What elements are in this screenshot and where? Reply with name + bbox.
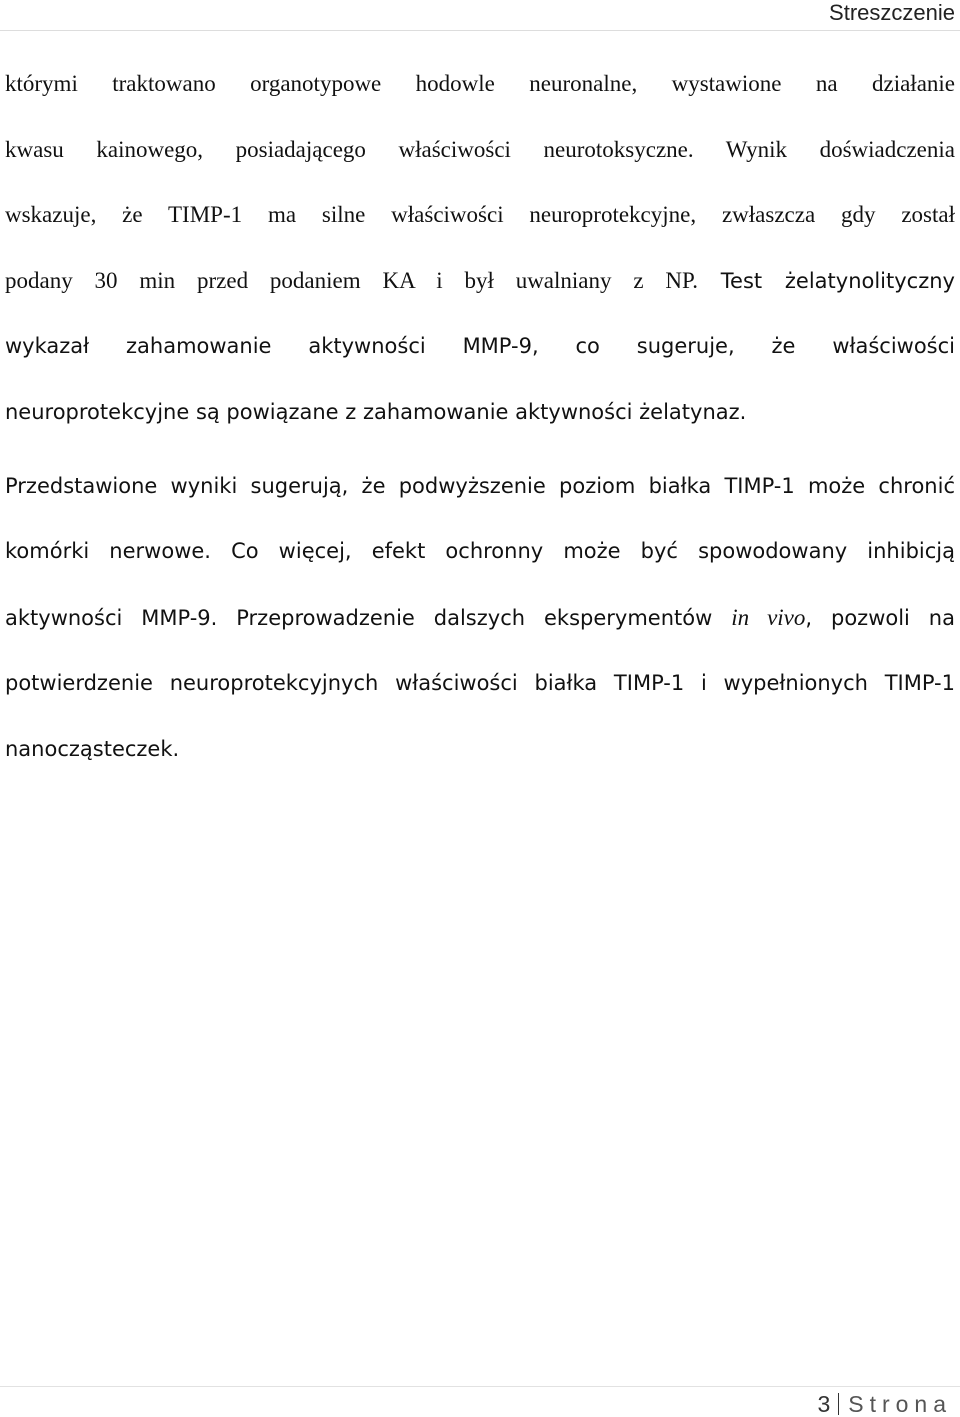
text-fragment: Test żelatynolityczny: [698, 268, 955, 293]
page-header: [0, 0, 960, 31]
italic-term: in vivo: [731, 604, 806, 630]
text-line: którymi traktowano organotypowe hodowle neuronalne, wystawione na działanie: [5, 71, 955, 96]
text-line: wskazuje, że TIMP-1 ma silne właściwości neuroprotekcyjne, zwłaszcza gdy został: [5, 202, 955, 228]
text-fragment: aktywności MMP-9. Przeprowadzenie dalszych eksperymentów: [5, 605, 732, 630]
text-line: [5, 248, 955, 315]
page-word: Strona: [848, 1391, 952, 1417]
text-fragment: podany 30 min przed podaniem KA i był uwalniany z NP.: [5, 267, 698, 293]
text-line: neuroprotekcyjne są powiązane z zahamowanie aktywności żelatynaz.: [5, 399, 747, 424]
text-line: [5, 585, 955, 652]
text-line: Przedstawione wyniki sugerują, że podwyższenie poziom białka TIMP-1 może chronić: [5, 473, 955, 498]
text-fragment: , pozwoli na: [805, 605, 955, 630]
text-line: komórki nerwowe. Co więcej, efekt ochronny może być spowodowany inhibicją: [5, 539, 955, 564]
paragraph-2: [5, 454, 955, 783]
section-title: Streszczenie: [829, 0, 955, 25]
text-line: wykazał zahamowanie aktywności MMP-9, co sugeruje, że właściwości: [5, 334, 955, 359]
text-line: potwierdzenie neuroprotekcyjnych właściwości białka TIMP-1 i wypełnionych TIMP-1: [5, 671, 955, 696]
page-number: 3: [817, 1391, 831, 1417]
separator: [838, 1393, 839, 1415]
page-number-label: [817, 1391, 952, 1417]
paragraph-1: [5, 51, 955, 446]
text-line: nanocząsteczek.: [5, 736, 180, 761]
page-footer: [0, 1386, 960, 1416]
document-body: [5, 51, 955, 783]
text-line: kwasu kainowego, posiadającego właściwości neurotoksyczne. Wynik doświadczenia: [5, 136, 955, 162]
